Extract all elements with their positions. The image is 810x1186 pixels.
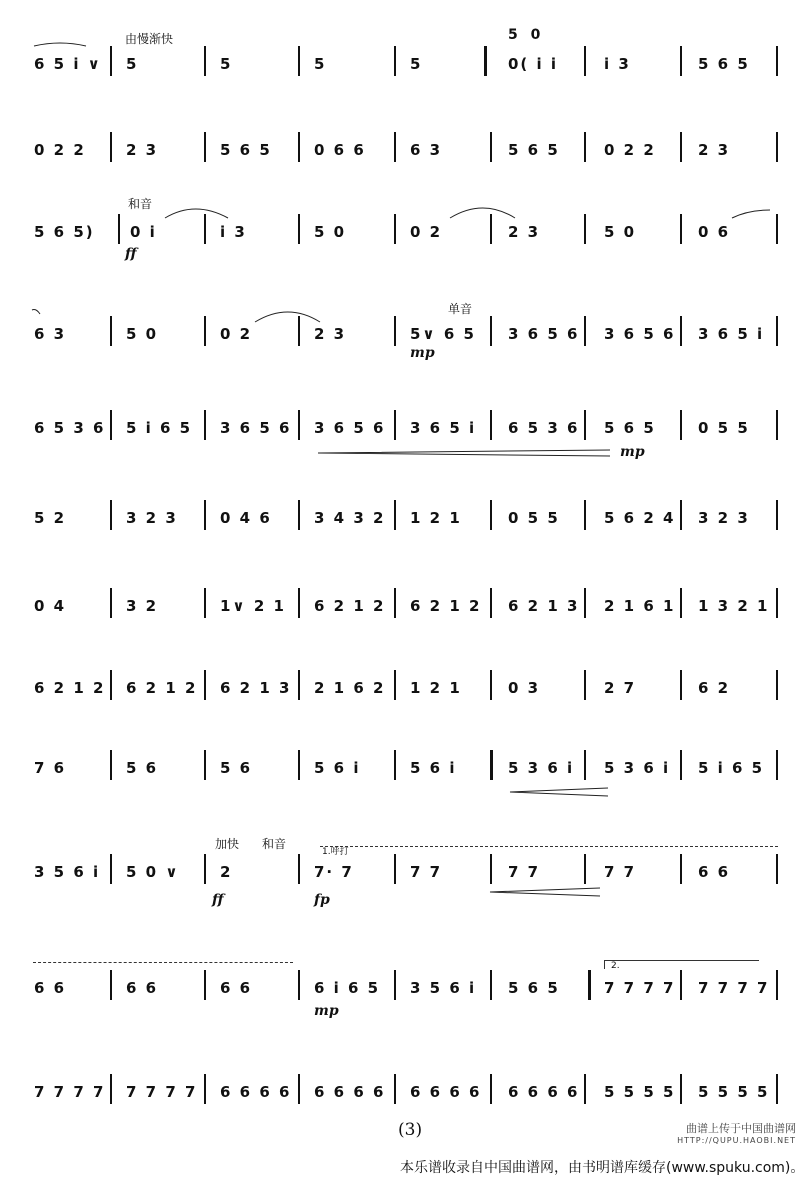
barline (298, 46, 300, 76)
measure: 6 2 1 2 (34, 679, 106, 697)
barline (490, 132, 492, 162)
measure: 6 6 (126, 979, 159, 997)
measure: 6 6 6 6 (410, 1083, 482, 1101)
barline (298, 970, 300, 1000)
barline (394, 316, 396, 346)
barline (394, 750, 396, 780)
barline (680, 410, 682, 440)
measure: 5 3 6 i (604, 759, 671, 777)
dynamic-ff: ff (125, 246, 137, 262)
measure: 2 1 6 2 (314, 679, 386, 697)
barline (490, 588, 492, 618)
barline (204, 970, 206, 1000)
source-site-url: HTTP://QUPU.HAOBI.NET (677, 1136, 796, 1145)
measure: i 3 (220, 223, 247, 241)
volta-2-label: 2. (611, 961, 620, 971)
barline (776, 854, 778, 884)
barline (490, 1074, 492, 1104)
barline (394, 588, 396, 618)
measure: 0 2 2 (604, 141, 656, 159)
barline (394, 214, 396, 244)
measure: 0 5 5 (698, 419, 750, 437)
measure: 3 6 5 i (698, 325, 765, 343)
barline (204, 316, 206, 346)
measure: 2 3 (508, 223, 541, 241)
barline (776, 970, 778, 1000)
score-row-8 (32, 668, 784, 708)
measure: 7 7 7 7 (126, 1083, 198, 1101)
barline (490, 854, 492, 884)
measure: 5 6 i (314, 759, 361, 777)
measure: 5 (220, 55, 233, 73)
measure: 0 i (130, 223, 157, 241)
measure: 7 7 (508, 863, 541, 881)
measure: 5 6 (126, 759, 159, 777)
barline (584, 588, 586, 618)
measure: 5 0 ∨ (126, 863, 180, 881)
barline (394, 410, 396, 440)
measure: 5 6 5 (604, 419, 656, 437)
barline (584, 316, 586, 346)
credit-line: 本乐谱收录自中国曲谱网，由书明谱库缓存(www.spuku.com)。 (400, 1160, 805, 1176)
barline (298, 214, 300, 244)
barline (680, 854, 682, 884)
dynamic-ff-2: ff (212, 892, 224, 908)
barline (298, 410, 300, 440)
barline (776, 46, 778, 76)
measure: 6 3 (410, 141, 443, 159)
measure: 6 6 (698, 863, 731, 881)
measure: 5 6 5 (508, 141, 560, 159)
measure: 2 3 (314, 325, 347, 343)
score-row-11 (32, 968, 784, 1008)
measure: 0 6 6 (314, 141, 366, 159)
measure: 5 5 5 5 (604, 1083, 676, 1101)
barline (110, 410, 112, 440)
barline (394, 1074, 396, 1104)
measure: 3 5 6 i (410, 979, 477, 997)
barline (776, 670, 778, 700)
measure: 5 6 5 (508, 979, 560, 997)
measure: 6 2 1 3 (508, 597, 580, 615)
measure: 5 (410, 55, 423, 73)
measure: 6 2 (698, 679, 731, 697)
barline (490, 214, 492, 244)
measure: 3 6 5 6 (220, 419, 292, 437)
barline (394, 132, 396, 162)
measure: 6 2 1 2 (410, 597, 482, 615)
barline (110, 132, 112, 162)
measure: 1 2 1 (410, 509, 462, 527)
barline (776, 588, 778, 618)
barline (584, 214, 586, 244)
measure: 2 3 (698, 141, 731, 159)
dynamic-mp: mp (410, 345, 435, 361)
repeat-start-barline (484, 46, 487, 76)
measure: 5 i 6 5 (698, 759, 765, 777)
measure: 5 6 i (410, 759, 457, 777)
barline (584, 1074, 586, 1104)
barline (680, 316, 682, 346)
score-row-7 (32, 586, 784, 626)
barline (680, 132, 682, 162)
barline (298, 132, 300, 162)
barline (118, 214, 120, 244)
barline (776, 132, 778, 162)
score-row-2 (32, 130, 784, 170)
measure: 0 3 (508, 679, 541, 697)
barline (204, 588, 206, 618)
barline (298, 854, 300, 884)
measure: 5 5 5 5 (698, 1083, 770, 1101)
barline (584, 750, 586, 780)
barline (298, 588, 300, 618)
measure: 0( i i (508, 55, 559, 73)
measure: 5 0 (126, 325, 159, 343)
measure: 1 3 2 1 (698, 597, 770, 615)
measure: 0 4 (34, 597, 67, 615)
measure: 6 6 6 6 (508, 1083, 580, 1101)
barline (490, 970, 492, 1000)
barline (490, 410, 492, 440)
barline (204, 670, 206, 700)
harmony-marking: 和音 (128, 197, 153, 211)
barline (776, 410, 778, 440)
measure: 5 6 5) (34, 223, 95, 241)
score-row-6 (32, 498, 784, 538)
measure: 6 6 (220, 979, 253, 997)
single-tone-marking: 单音 (448, 302, 473, 316)
measure: 5 (126, 55, 139, 73)
measure: 3 4 3 2 (314, 509, 386, 527)
barline (776, 316, 778, 346)
measure: 7 6 (34, 759, 67, 777)
barline (298, 750, 300, 780)
barline (298, 670, 300, 700)
barline (110, 1074, 112, 1104)
measure: 0 5 5 (508, 509, 560, 527)
barline (584, 46, 586, 76)
measure: 1∨ 2 1 (220, 597, 286, 615)
measure: 6 2 1 3 (220, 679, 292, 697)
barline (680, 500, 682, 530)
measure: i 3 (604, 55, 631, 73)
measure: 6 5 3 6 (34, 419, 106, 437)
volta-1-label: 1.呼打 (322, 847, 349, 857)
measure: 3 6 5 6 (604, 325, 676, 343)
barline (110, 854, 112, 884)
measure: 2 (220, 863, 233, 881)
barline (204, 214, 206, 244)
measure: 5 6 5 (220, 141, 272, 159)
barline (584, 854, 586, 884)
page-number: (3) (398, 1120, 423, 1140)
alternate-notes: 5 0 (508, 27, 545, 43)
barline (490, 670, 492, 700)
score-row-10 (32, 852, 784, 892)
barline (298, 316, 300, 346)
barline (680, 670, 682, 700)
barline (394, 46, 396, 76)
measure: 5 6 5 (698, 55, 750, 73)
measure: 3 2 (126, 597, 159, 615)
barline (204, 46, 206, 76)
source-site-block (677, 1120, 796, 1145)
barline (776, 1074, 778, 1104)
measure: 5 i 6 5 (126, 419, 193, 437)
barline (680, 588, 682, 618)
measure: 0 6 (698, 223, 731, 241)
barline (584, 410, 586, 440)
measure: 3 5 6 i (34, 863, 101, 881)
measure: 5 0 (604, 223, 637, 241)
harmony-marking-2: 和音 (262, 837, 287, 851)
dynamic-mp-2: mp (620, 444, 645, 460)
score-row-4 (32, 314, 784, 354)
barline (584, 132, 586, 162)
barline (680, 214, 682, 244)
measure: 5 0 (314, 223, 347, 241)
measure: 6 6 6 6 (314, 1083, 386, 1101)
barline (204, 1074, 206, 1104)
faster-marking: 加快 (215, 837, 240, 851)
barline (680, 970, 682, 1000)
measure: 7 7 7 7 (604, 979, 676, 997)
measure: 6 2 1 2 (314, 597, 386, 615)
measure: 3 6 5 i (410, 419, 477, 437)
score-row-3 (32, 212, 784, 252)
measure: 2 3 (126, 141, 159, 159)
barline (298, 1074, 300, 1104)
barline (584, 500, 586, 530)
barline (110, 500, 112, 530)
barline (204, 132, 206, 162)
measure: 7 7 7 7 (698, 979, 770, 997)
barline (204, 750, 206, 780)
measure: 6 6 (34, 979, 67, 997)
barline (110, 670, 112, 700)
barline (204, 500, 206, 530)
measure: 6 5 i ∨ (34, 55, 102, 73)
barline (394, 670, 396, 700)
measure: 3 2 3 (698, 509, 750, 527)
measure: 5 6 (220, 759, 253, 777)
barline (680, 750, 682, 780)
measure: 7 7 7 7 (34, 1083, 106, 1101)
measure: 5 (314, 55, 327, 73)
score-row-1 (32, 44, 784, 84)
measure: 0 4 6 (220, 509, 272, 527)
measure: 3 6 5 6 (314, 419, 386, 437)
barline (490, 500, 492, 530)
barline (394, 970, 396, 1000)
score-row-12 (32, 1072, 784, 1112)
measure: 7 7 (410, 863, 443, 881)
dynamic-fp: fp (314, 892, 330, 908)
measure: 2 1 6 1 (604, 597, 676, 615)
barline (394, 854, 396, 884)
measure: 7 7 (604, 863, 637, 881)
barline (110, 970, 112, 1000)
dynamic-mp-3: mp (314, 1003, 339, 1019)
barline (584, 670, 586, 700)
barline (110, 588, 112, 618)
barline (490, 316, 492, 346)
measure: 6 2 1 2 (126, 679, 198, 697)
barline (204, 854, 206, 884)
tempo-marking: 由慢渐快 (125, 32, 174, 46)
measure: 6 i 6 5 (314, 979, 381, 997)
barline (204, 410, 206, 440)
measure: 5 6 2 4 (604, 509, 676, 527)
measure: 5 2 (34, 509, 67, 527)
barline (298, 500, 300, 530)
score-row-9 (32, 748, 784, 788)
barline (776, 214, 778, 244)
barline (110, 46, 112, 76)
repeat-barline (490, 750, 493, 780)
measure: 6 3 (34, 325, 67, 343)
measure: 0 2 (410, 223, 443, 241)
measure: 6 5 3 6 (508, 419, 580, 437)
measure: 5∨ 6 5 (410, 325, 476, 343)
measure: 6 6 6 6 (220, 1083, 292, 1101)
barline (680, 1074, 682, 1104)
barline (776, 500, 778, 530)
barline (110, 316, 112, 346)
measure: 7· 7 (314, 863, 354, 881)
barline (110, 750, 112, 780)
barline (776, 750, 778, 780)
measure: 5 3 6 i (508, 759, 575, 777)
barline (680, 46, 682, 76)
measure: 3 6 5 6 (508, 325, 580, 343)
source-site-line: 曲谱上传于中国曲谱网 (686, 1122, 796, 1135)
repeat-end-barline (588, 970, 591, 1000)
measure: 3 2 3 (126, 509, 178, 527)
measure: 2 7 (604, 679, 637, 697)
barline (394, 500, 396, 530)
measure: 1 2 1 (410, 679, 462, 697)
score-row-5 (32, 408, 784, 448)
measure: 0 2 2 (34, 141, 86, 159)
measure: 0 2 (220, 325, 253, 343)
